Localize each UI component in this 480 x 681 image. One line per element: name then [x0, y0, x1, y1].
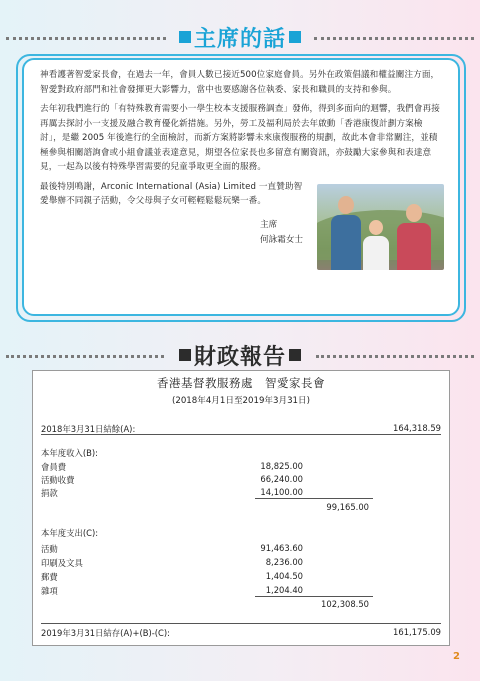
org-name: 香港基督教服務處 智愛家長會: [157, 376, 325, 390]
expense-subtotal-line: [255, 596, 373, 597]
signature-title: 主席: [260, 219, 278, 230]
heading-square-icon: [289, 31, 301, 43]
message-paragraph-1: 神看護著智愛家長會，在過去一年，會員人數已接近500位家庭會員。另外在政策倡議和權益關注方面，智愛對政府部門和社會發揮更大影響力，當中也要感謝各位執委、家長和職員的支持和參與。: [40, 70, 440, 95]
income-item-label: 活動收費: [41, 475, 75, 485]
closing-balance-value: 161,175.09: [393, 627, 441, 637]
message-closing-block: [40, 180, 444, 270]
expense-label: 本年度支出(C):: [41, 528, 99, 538]
heading-square-icon: [179, 349, 191, 361]
heading-square-icon: [179, 31, 191, 43]
photo-person-mother: [397, 204, 431, 270]
expense-item-value: 8,236.00: [265, 557, 303, 567]
expense-item-value: 1,204.40: [265, 585, 303, 595]
page-number: 2: [453, 651, 460, 662]
finance-report-box: [32, 370, 450, 646]
heading-rule-left: [6, 355, 164, 358]
expense-item-label: 雜項: [41, 586, 58, 596]
finance-heading: [0, 340, 480, 370]
chairman-heading: [0, 22, 480, 52]
heading-rule-left: [6, 37, 166, 40]
finance-heading-title: 財政報告: [193, 344, 286, 370]
income-item-value: 18,825.00: [260, 461, 303, 471]
income-subtotal-line: [255, 498, 373, 499]
expense-item-label: 活動: [41, 544, 58, 554]
income-item-label: 會員費: [41, 462, 67, 472]
photo-person-father: [331, 196, 361, 270]
income-label: 本年度收入(B):: [41, 448, 98, 458]
income-item-value: 14,100.00: [260, 487, 303, 497]
income-item-label: 捐款: [41, 488, 58, 498]
opening-balance-label: 2018年3月31日結餘(A):: [41, 424, 136, 434]
opening-balance-value: 164,318.59: [393, 423, 441, 433]
opening-underline: [41, 434, 441, 435]
heading-rule-right: [314, 37, 474, 40]
family-photo: [317, 184, 444, 270]
heading-square-icon: [289, 349, 301, 361]
income-total-value: 99,165.00: [326, 502, 369, 512]
report-period: (2018年4月1日至2019年3月31日): [172, 396, 310, 406]
expense-item-label: 郵費: [41, 572, 58, 582]
closing-topline: [41, 623, 441, 624]
expense-total-value: 102,308.50: [321, 599, 369, 609]
chairman-heading-title: 主席的話: [193, 26, 286, 52]
income-item-value: 66,240.00: [260, 474, 303, 484]
signature-name: 何詠霜女士: [260, 234, 303, 245]
expense-item-label: 印刷及文具: [41, 558, 83, 568]
message-paragraph-3: 最後特別鳴謝，Arconic International (Asia) Limited 一直贊助智愛舉辦不同親子活動，令父母與子女可輕輕鬆鬆玩樂一番。: [40, 181, 303, 206]
expense-item-value: 1,404.50: [265, 571, 303, 581]
heading-rule-right: [316, 355, 474, 358]
message-paragraph-2: 去年初我們進行的「有特殊教育需要小一學生校本支援服務調查」發佈，得到多面向的迴響，我們會再接再厲去探討小一支援及融合教育優化新措施。另外，勞工及福利局於去年啟動「香港康復計劃方案檢討」，是繼 2005 年後進行的全面檢討，而新方案將影響未來康復服務的規劃，故此本會非常關注，並積極參與相關諮詢會或小組會議並表達意見，期望各位家長也多留意有關資訊，亦鼓勵大家參與和表達意見，一起為以後有特殊學習需要的兒童爭取更全面的服務。: [40, 104, 440, 172]
expense-item-value: 91,463.60: [260, 543, 303, 553]
photo-person-child: [363, 220, 389, 270]
chairman-message-card: [22, 58, 460, 316]
closing-balance-label: 2019年3月31日結存(A)+(B)-(C):: [41, 628, 170, 638]
